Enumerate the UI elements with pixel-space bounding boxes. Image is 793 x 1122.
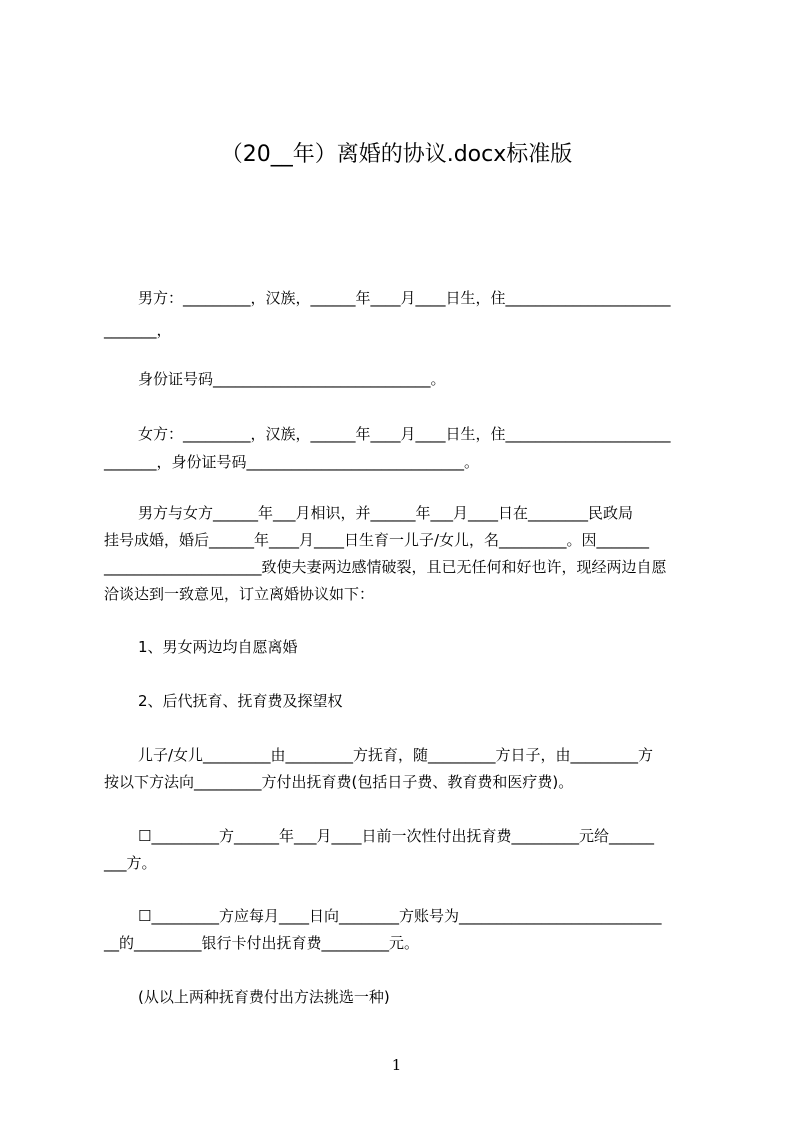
man-info-line: 男方：_________，汉族，______年____月____日生，住______________________ bbox=[138, 289, 671, 307]
man-info-line-cont: _______， bbox=[104, 321, 172, 339]
woman-info-line: 女方：_________，汉族，______年____月____日生，住______________________ bbox=[138, 425, 671, 443]
payment-option-1-cont: ___方。 bbox=[104, 854, 157, 872]
agreement-item-2: 2、后代抚育、抚育费及探望权 bbox=[138, 692, 343, 710]
intro-line: 挂号成婚，婚后______年____月____日生育一儿子/女儿，名_________。因_______ bbox=[104, 531, 650, 549]
intro-line: 男方与女方______年___月相识，并______年___月____日在________民政局 bbox=[138, 504, 634, 522]
document-title: （20__年）离婚的协议.docx标准版 bbox=[220, 142, 573, 167]
payment-option-2-cont: __的_________银行卡付出抚育费_________元。 bbox=[104, 934, 420, 952]
intro-line: 洽谈达到一致意见，订立离婚协议如下： bbox=[104, 585, 375, 603]
woman-info-line-cont: _______，身份证号码_____________________________。 bbox=[104, 453, 480, 471]
payment-option-2: ☐_________方应每月____日向________方账号为___________________________ bbox=[138, 907, 662, 925]
custody-line: 儿子/女儿_________由_________方抚育，随_________方日子，由_________方 bbox=[138, 746, 654, 764]
custody-line-cont: 按以下方法向_________方付出抚育费(包括日子费、教育费和医疗费)。 bbox=[104, 773, 574, 791]
agreement-item-1: 1、男女两边均自愿离婚 bbox=[138, 638, 298, 656]
intro-line: _____________________致使夫妻两边感情破裂，且已无任何和好也许，现经两边自愿 bbox=[104, 558, 667, 576]
page-number: 1 bbox=[391, 1056, 402, 1074]
man-id-line: 身份证号码_____________________________。 bbox=[138, 370, 446, 388]
choose-note: (从以上两种抚育费付出方法挑选一种) bbox=[138, 988, 390, 1006]
payment-option-1: ☐_________方______年___月____日前一次性付出抚育费_________元给______ bbox=[138, 827, 654, 845]
